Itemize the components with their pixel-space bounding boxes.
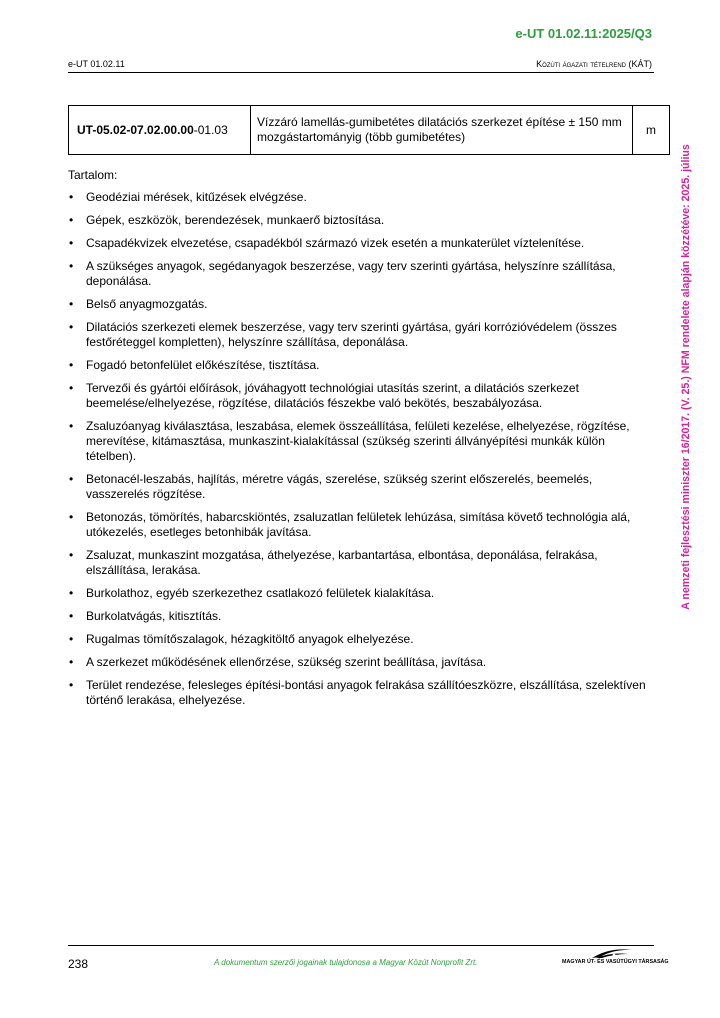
header-right-title: Közúti ágazati tételrend (KÁT) [536, 59, 652, 69]
bullet: • [69, 678, 74, 692]
list-item-text: Rugalmas tömítőszalagok, hézagkitöltő anyagok elhelyezése. [86, 632, 414, 646]
document-code: e-UT 01.02.11:2025/Q3 [515, 26, 652, 41]
list-item [68, 472, 658, 502]
list-item-text: Zsaluzat, munkaszint mozgatása, áthelyezése, karbantartása, elbontása, deponálása, felrakása, elszállítása, lerakása. [86, 548, 598, 577]
item-description: Vízzáró lamellás-gumibetétes dilatációs szerkezet építése ± 150 mm mozgástartományig (több gumibetétes) [257, 115, 622, 144]
list-item-text: Tervezői és gyártói előírások, jóváhagyott technológiai utasítás szerint, a dilatációs szerkezet beemelése/elhelyezése, rögzítése, dilatációs fészekbe való bekötés, beszabályozása. [86, 381, 579, 410]
content-list [68, 190, 658, 708]
list-item-text: Gépek, eszközök, berendezések, munkaerő biztosítása. [86, 213, 385, 227]
bullet: • [69, 510, 74, 524]
list-item [68, 190, 658, 205]
bullet: • [69, 655, 74, 669]
list-item-text: A szükséges anyagok, segédanyagok beszerzése, vagy terv szerinti gyártása, helyszínre szállítása, deponálása. [86, 259, 616, 288]
bullet: • [69, 320, 74, 334]
list-item-text: Csapadékvizek elvezetése, csapadékból származó vizek esetén a munkaterület víztelenítése. [86, 236, 585, 250]
header-left-code: e-UT 01.02.11 [68, 59, 125, 69]
bullet: • [69, 381, 74, 395]
list-item [68, 358, 658, 373]
list-item [68, 259, 658, 289]
list-item-text: Fogadó betonfelület előkészítése, tisztítása. [86, 358, 320, 372]
bullet: • [69, 236, 74, 250]
list-item [68, 419, 658, 464]
footer-divider [68, 945, 654, 946]
list-item-text: Betonozás, tömörítés, habarcskiöntés, zsaluzatlan felületek lehúzása, simítása követő technológia alá, utókezelés, esetleges betonhibák javítása. [86, 510, 631, 539]
bullet: • [69, 548, 74, 562]
copyright-notice: A dokumentum szerzői jogainak tulajdonosa a Magyar Közút Nonprofit Zrt. [214, 958, 478, 967]
content-section [68, 168, 658, 716]
list-item-text: Burkolatvágás, kitisztítás. [86, 609, 222, 623]
list-item-text: A szerkezet működésének ellenőrzése, szükség szerint beállítása, javítása. [86, 655, 487, 669]
bullet: • [69, 609, 74, 623]
list-item [68, 320, 658, 350]
bullet: • [69, 358, 74, 372]
list-item [68, 297, 658, 312]
list-item [68, 510, 658, 540]
item-unit-cell [633, 106, 669, 154]
list-item-text: Betonacél-leszabás, hajlítás, méretre vágás, szerelése, szükség szerint előszerelés, beemelés, vasszerelés rögzítése. [86, 472, 593, 501]
bullet: • [69, 259, 74, 273]
page-number: 238 [68, 957, 89, 971]
list-item-text: Terület rendezése, felesleges építési-bontási anyagok felrakása szállítóeszközre, elszállítása, szelektíven történő lerakása, elhelyezése. [86, 678, 646, 707]
list-item [68, 236, 658, 251]
list-item-text: Dilatációs szerkezeti elemek beszerzése, vagy terv szerinti gyártása, gyári korrózióvédelem (összes festőréteggel kompletten), helyszínre szállítása, deponálása. [86, 320, 617, 349]
list-item [68, 548, 658, 578]
bullet: • [69, 297, 74, 311]
list-item-text: Burkolathoz, egyéb szerkezethez csatlakozó felületek kialakítása. [86, 586, 435, 600]
item-table [68, 105, 670, 155]
list-item [68, 632, 658, 647]
logo-caption: MAGYAR ÚT- ÉS VASÚTÜGYI TÁRSASÁG [562, 959, 669, 965]
bullet: • [69, 190, 74, 204]
list-item [68, 678, 658, 708]
bullet: • [69, 472, 74, 486]
item-code-cell [69, 106, 251, 154]
item-unit: m [646, 123, 656, 137]
item-code-bold: UT-05.02-07.02.00.00 [77, 123, 194, 137]
header-divider [68, 72, 654, 73]
list-item [68, 213, 658, 228]
list-item-text: Geodéziai mérések, kitűzések elvégzése. [86, 190, 307, 204]
side-note-text: A nemzeti fejlesztési miniszter 16/2017. (V. 25.) NFM rendelete alapján közzétéve: 2025. július [680, 144, 692, 610]
list-item [68, 381, 658, 411]
bullet: • [69, 632, 74, 646]
list-item-text: Belső anyagmozgatás. [86, 297, 208, 311]
bullet: • [69, 213, 74, 227]
item-code-suffix: -01.03 [193, 123, 228, 137]
bullet: • [69, 586, 74, 600]
item-description-cell [251, 106, 633, 154]
list-item-text: Zsaluzóanyag kiválasztása, leszabása, elemek összeállítása, felületi kezelése, elhelyezése, rögzítése, merevítése, kitámasztása, munkaszint-kialakítással (szükség szerinti állványépítési munkák külön tételben). [86, 419, 630, 463]
bullet: • [69, 419, 74, 433]
content-heading: Tartalom: [68, 168, 118, 182]
list-item [68, 655, 658, 670]
list-item [68, 586, 658, 601]
list-item [68, 609, 658, 624]
